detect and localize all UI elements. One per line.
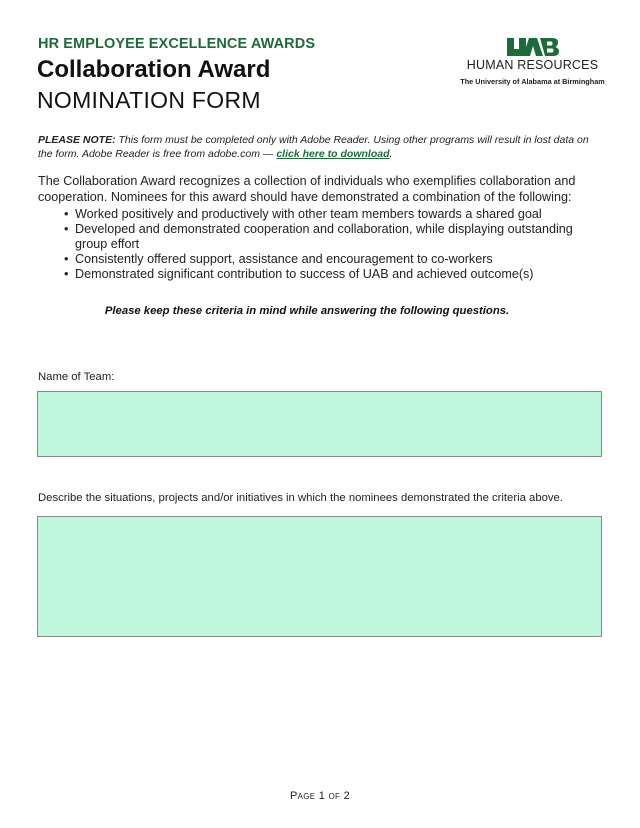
logo-university: The University of Alabama at Birmingham	[460, 77, 605, 86]
team-name-field[interactable]	[37, 391, 602, 457]
logo-department: HUMAN RESOURCES	[466, 58, 599, 72]
page-subtitle: NOMINATION FORM	[37, 87, 261, 113]
describe-label: Describe the situations, projects and/or initiatives in which the nominees demonstrated the criteria above.	[38, 492, 563, 504]
note-text: This form must be completed only with Adobe Reader. Using other programs will result in lost data on the form. Adobe Reader is free from adobe.com —	[38, 134, 589, 160]
criteria-reminder: Please keep these criteria in mind while answering the following questions.	[104, 305, 510, 317]
page-number: Page 1 of 2	[289, 790, 351, 802]
team-name-label: Name of Team:	[38, 371, 115, 383]
award-intro: The Collaboration Award recognizes a collection of individuals who exemplifies collaboration and cooperation. Nominees for this award should have demonstrated a combination of the following:	[38, 174, 576, 204]
download-link[interactable]: click here to download	[276, 148, 390, 160]
criteria-item: • Demonstrated significant contribution to success of UAB and achieved outcome(s)	[64, 267, 584, 282]
uab-logo	[460, 38, 605, 86]
uab-logo-icon	[507, 38, 559, 56]
note-end: .	[389, 148, 393, 160]
adobe-note	[38, 133, 604, 161]
describe-field[interactable]	[37, 516, 602, 637]
note-label: PLEASE NOTE:	[38, 134, 116, 146]
criteria-list	[64, 207, 584, 282]
criteria-item: • Consistently offered support, assistance and encouragement to co-workers	[64, 252, 584, 267]
criteria-item: • Developed and demonstrated cooperation and collaboration, while displaying outstanding group effort	[64, 222, 584, 252]
awards-kicker: HR EMPLOYEE EXCELLENCE AWARDS	[38, 36, 316, 52]
page-title: Collaboration Award	[37, 56, 271, 83]
criteria-item: • Worked positively and productively with other team members towards a shared goal	[64, 207, 584, 222]
